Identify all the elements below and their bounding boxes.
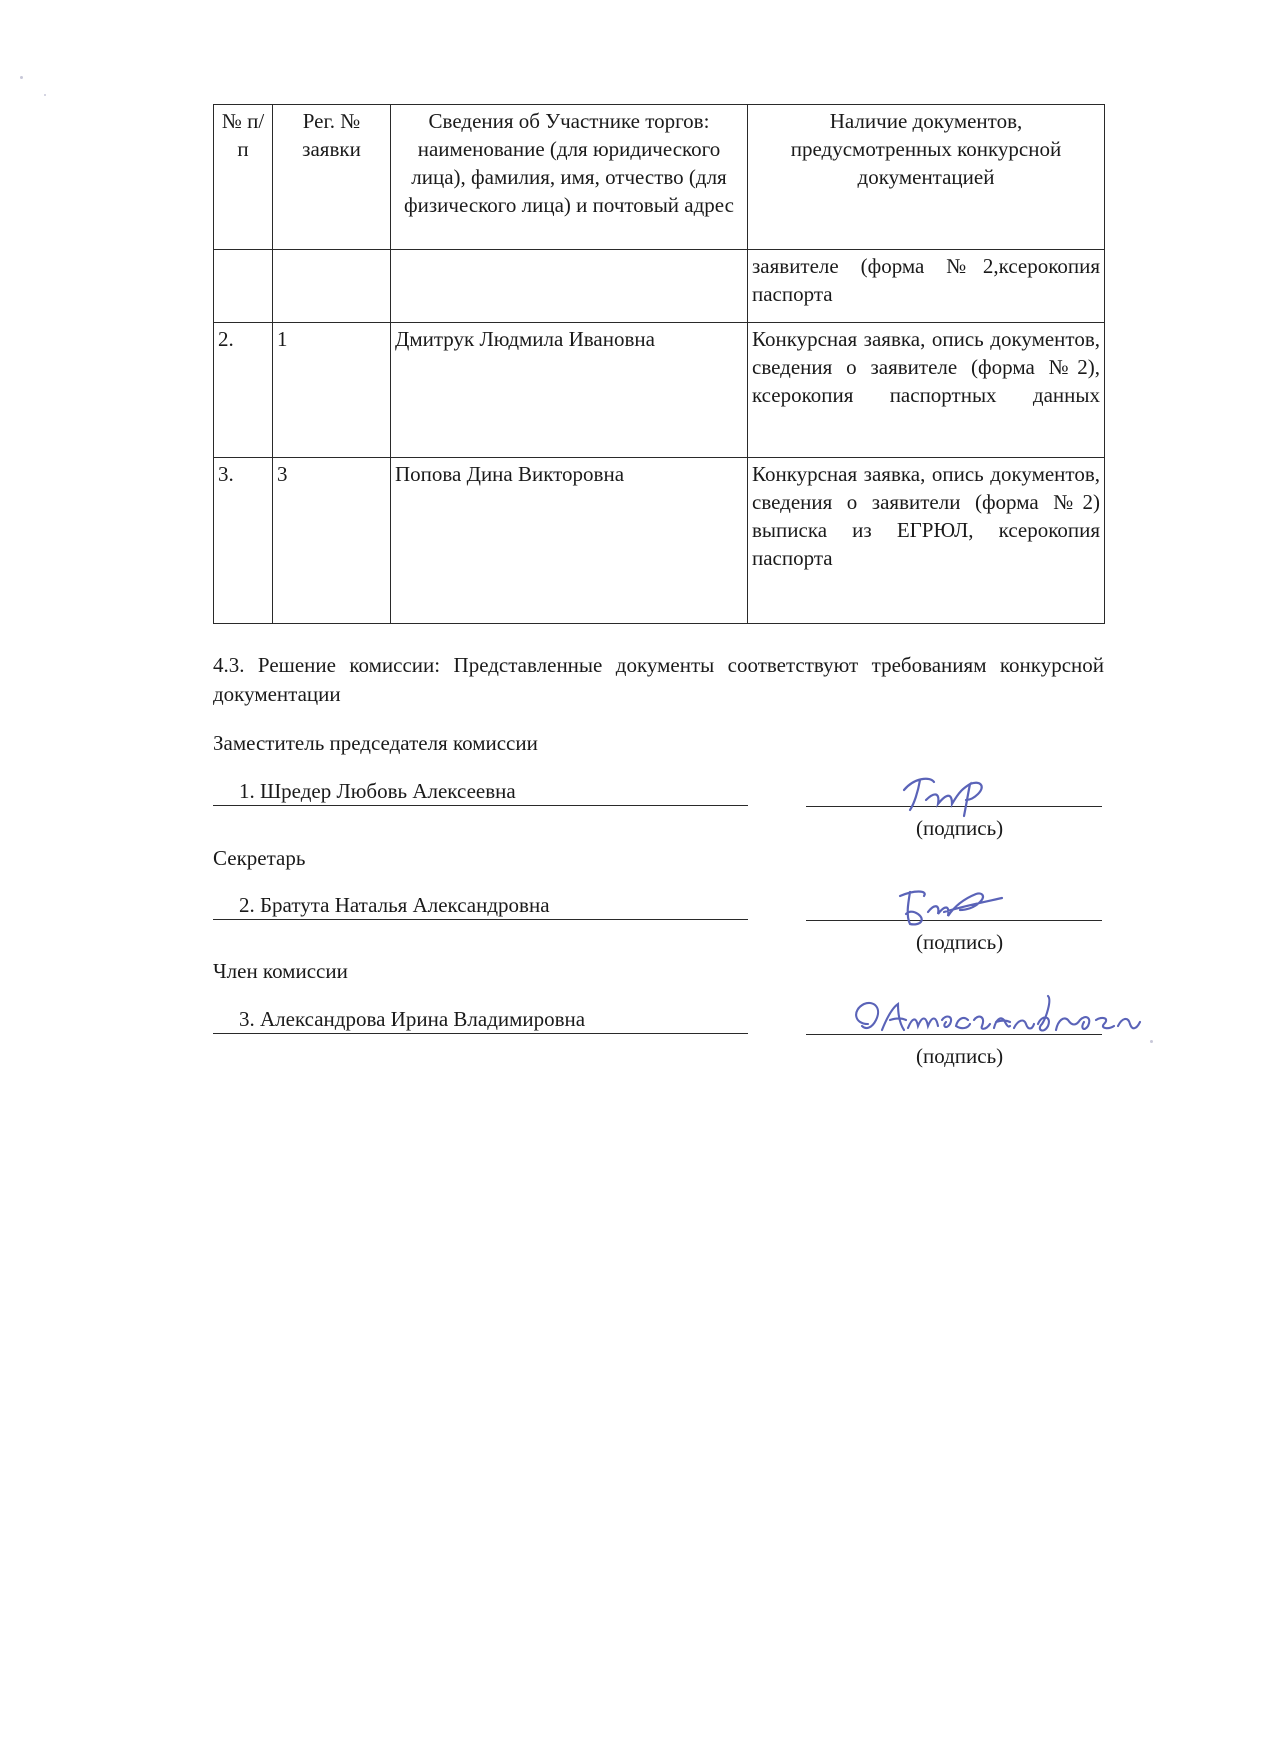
signatory-role: Секретарь [213, 846, 306, 870]
signatory-role: Член комиссии [213, 959, 348, 983]
header-reg-number: Рег. № заявки [273, 105, 391, 250]
scan-speck [44, 94, 46, 96]
cell-number: 2. [214, 323, 273, 458]
handwritten-signature [890, 770, 1000, 820]
cell-number: 3. [214, 458, 273, 624]
scan-speck [1150, 1040, 1153, 1043]
handwritten-signature [884, 882, 1014, 932]
cell-reg [273, 250, 391, 323]
header-documents: Наличие документов, предусмотренных конкурсной документацией [748, 105, 1105, 250]
cell-reg: 3 [273, 458, 391, 624]
commission-decision: 4.3. Решение комиссии: Представленные документы соответствуют требованиям конкурсной документации [213, 653, 1104, 706]
cell-documents: Конкурсная заявка, опись документов, сведения о заявителе (форма №2), ксерокопия паспортных данных [748, 323, 1105, 458]
signatory-role: Заместитель председателя комиссии [213, 731, 538, 755]
cell-number [214, 250, 273, 323]
signatory-name: 2. Братута Наталья Александровна [213, 891, 748, 920]
signature-caption: (подпись) [916, 816, 1004, 840]
cell-documents: заявителе (форма №2,ксерокопия паспорта [748, 250, 1105, 323]
cell-participant [391, 250, 748, 323]
table-row [214, 250, 1105, 323]
table-row [214, 458, 1105, 624]
cell-participant: Дмитрук Людмила Ивановна [391, 323, 748, 458]
scan-speck [20, 76, 23, 79]
handwritten-signature [846, 990, 1146, 1050]
table-header-row [214, 105, 1105, 250]
cell-reg: 1 [273, 323, 391, 458]
applications-table [213, 104, 1105, 624]
header-number: № п/п [214, 105, 273, 250]
signature-caption: (подпись) [916, 1044, 1004, 1068]
table-row [214, 323, 1105, 458]
cell-participant: Попова Дина Викторовна [391, 458, 748, 624]
signature-caption: (подпись) [916, 930, 1004, 954]
signatory-name: 3. Александрова Ирина Владимировна [213, 1005, 748, 1034]
signatory-name: 1. Шредер Любовь Алексеевна [213, 777, 748, 806]
header-participant: Сведения об Участнике торгов: наименование (для юридического лица), фамилия, имя, отчество (для физического лица) и почтовый адрес [391, 105, 748, 250]
cell-documents: Конкурсная заявка, опись документов, сведения о заявители (форма №2) выписка из ЕГРЮЛ, ксерокопия паспорта [748, 458, 1105, 624]
